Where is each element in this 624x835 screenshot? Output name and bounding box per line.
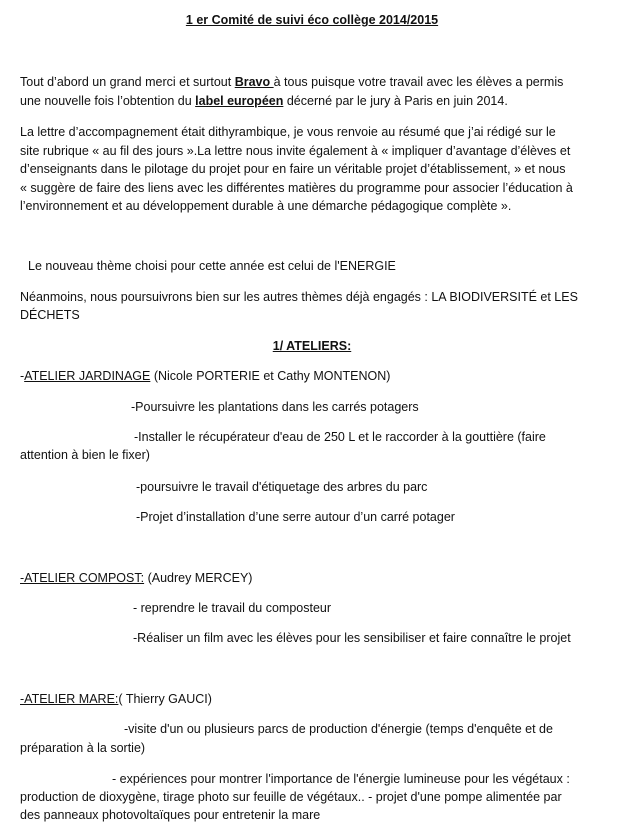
intro-line-2 [20,93,508,109]
compost-item-2: -Réaliser un film avec les élèves pour les sensibiliser et faire connaître le projet [133,631,571,645]
intro-text-c: une nouvelle fois l’obtention du [20,94,196,108]
label-europeen-emphasis: label européen [195,94,284,108]
letter-line-3: d’enseignants dans le pilotage du projet pour en faire un véritable projet d’établissement, » et nous [20,162,566,176]
letter-line-2: site rubrique « au fil des jours ».La lettre nous invite également à « impliquer d’avantage d’élèves et [20,144,571,158]
atelier-mare-heading [20,691,212,707]
jardinage-item-3: -poursuivre le travail d'étiquetage des arbres du parc [136,480,428,494]
atelier-compost-people: (Audrey MERCEY) [144,571,253,585]
atelier-jardinage-heading [20,368,390,384]
mare-item-2-cont: production de dioxygène, tirage photo sur feuille de végétaux.. - projet d'une pompe alimentée par [20,790,562,804]
letter-line-5: l’environnement et au développement durable à une démarche pédagogique complète ». [20,199,512,213]
ateliers-heading: 1/ ATELIERS: [272,339,352,353]
intro-text-b: à tous puisque votre travail avec les élèves a permis [273,75,564,89]
compost-item-1: - reprendre le travail du composteur [133,601,332,615]
jardinage-item-2: -Installer le récupérateur d'eau de 250 L et le raccorder à la gouttière (faire [134,430,546,444]
atelier-jardinage-name: ATELIER JARDINAGE [24,369,151,383]
atelier-compost-heading [20,570,252,586]
atelier-compost-name: -ATELIER COMPOST: [20,571,145,585]
bravo-emphasis: Bravo [234,75,274,89]
jardinage-item-4: -Projet d’installation d’une serre autour d’un carré potager [136,510,455,524]
intro-text-a: Tout d’abord un grand merci et surtout [20,75,235,89]
also-line-1: Néanmoins, nous poursuivrons bien sur les autres thèmes déjà engagés : LA BIODIVERSITÉ et LES [20,290,578,304]
intro-line-1 [20,74,563,90]
mare-item-2: - expériences pour montrer l'importance de l'énergie lumineuse pour les végétaux : [112,772,570,786]
mare-item-1: -visite d'un ou plusieurs parcs de production d'énergie (temps d'enquête et de [124,722,553,736]
also-line-2: DÉCHETS [20,308,80,322]
letter-line-4: « suggère de faire des liens avec les différentes matières du programme pour associer l’éducation à [20,181,573,195]
atelier-jardinage-people: (Nicole PORTERIE et Cathy MONTENON) [150,369,391,383]
intro-text-d: décerné par le jury à Paris en juin 2014. [283,94,508,108]
document-title: 1 er Comité de suivi éco collège 2014/2015 [185,13,439,27]
letter-line-1: La lettre d’accompagnement était dithyrambique, je vous renvoie au résumé que j’ai rédigé sur le [20,125,556,139]
atelier-mare-people: ( Thierry GAUCI) [118,692,212,706]
atelier-jardinage-prefix: - [20,369,25,383]
jardinage-item-1: -Poursuivre les plantations dans les carrés potagers [131,400,419,414]
atelier-mare-name: -ATELIER MARE: [20,692,119,706]
jardinage-item-2-cont: attention à bien le fixer) [20,448,150,462]
mare-item-2-cont-2: des panneaux photovoltaïques pour entretenir la mare [20,808,321,822]
theme-line: Le nouveau thème choisi pour cette année est celui de l'ENERGIE [28,259,396,273]
mare-item-1-cont: préparation à la sortie) [20,741,146,755]
